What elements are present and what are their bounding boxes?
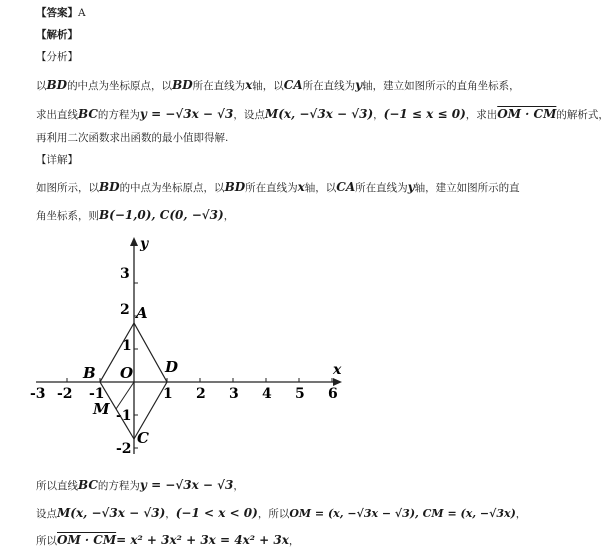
text: 的中点为坐标原点，以 bbox=[119, 182, 225, 194]
math: y bbox=[407, 180, 415, 194]
math: CA bbox=[336, 180, 356, 194]
math: BD bbox=[46, 78, 68, 92]
fenxi-line-2 bbox=[36, 107, 609, 122]
point-label-d: D bbox=[165, 358, 179, 376]
y-tick-labels bbox=[116, 266, 132, 457]
math: y = −√3x − √3 bbox=[139, 107, 234, 121]
math: = x² + 3x² + 3x = 4x² + 3x bbox=[116, 533, 289, 547]
text: 轴，以 bbox=[252, 80, 284, 92]
text: 的方程为 bbox=[97, 109, 140, 121]
point-label-a: A bbox=[136, 304, 148, 322]
fenxi-header: 【分析】 bbox=[36, 51, 78, 63]
text: 所以 bbox=[36, 535, 57, 547]
x-tick-label: -1 bbox=[89, 386, 105, 402]
point-label-b: B bbox=[83, 364, 96, 382]
text: 的中点为坐标原点，以 bbox=[67, 80, 173, 92]
after-line-2 bbox=[36, 506, 526, 521]
math: (−1 ≤ x ≤ 0) bbox=[383, 107, 466, 121]
x-axis-label: x bbox=[333, 362, 342, 378]
fenxi-line-3 bbox=[36, 131, 228, 145]
y-tick-label: -2 bbox=[116, 441, 132, 457]
math: BC bbox=[78, 478, 98, 492]
text: 所以直线 bbox=[36, 480, 78, 492]
text: 的方程为 bbox=[97, 480, 140, 492]
y-tick-label: -1 bbox=[116, 408, 132, 424]
text: 轴，建立如图所示的直 bbox=[414, 182, 520, 194]
text: 角坐标系，则 bbox=[36, 210, 99, 222]
text: ，设点 bbox=[233, 109, 265, 121]
x-tick-labels bbox=[30, 386, 338, 402]
text: ，求出 bbox=[465, 109, 498, 121]
analysis-header: 【解析】 bbox=[36, 29, 78, 41]
point-label-m: M bbox=[93, 400, 110, 418]
answer-value: A bbox=[78, 7, 86, 19]
math: M(x, −√3x − √3) bbox=[264, 107, 374, 121]
x-tick-label: 4 bbox=[262, 386, 272, 402]
y-axis-arrow bbox=[130, 237, 138, 246]
math: (−1 < x < 0) bbox=[175, 506, 258, 520]
math-vector: OM · CM bbox=[57, 533, 117, 547]
math: CA bbox=[283, 78, 303, 92]
x-tick-label: 1 bbox=[163, 386, 173, 402]
math: y = −√3x − √3 bbox=[139, 478, 234, 492]
x-tick-label: 2 bbox=[196, 386, 206, 402]
text: ，所以 bbox=[257, 508, 290, 520]
answer-label: 【答案】 bbox=[36, 7, 78, 19]
text: ， bbox=[288, 535, 300, 547]
text: 以 bbox=[36, 80, 47, 92]
text: 如图所示，以 bbox=[36, 182, 99, 194]
text: 所在直线为 bbox=[245, 182, 298, 194]
math: BD bbox=[99, 180, 120, 194]
x-tick-label: 3 bbox=[229, 386, 239, 402]
math: B(−1,0), C(0, −√3) bbox=[99, 208, 224, 222]
text: 再利用二次函数求出函数的最小值即得解. bbox=[36, 132, 229, 144]
text: ， bbox=[223, 210, 235, 222]
detail-header: 【详解】 bbox=[36, 154, 78, 166]
text: 所在直线为 bbox=[192, 80, 246, 92]
text: ， bbox=[515, 508, 527, 520]
math: x bbox=[297, 180, 305, 194]
y-tick-label: 3 bbox=[120, 266, 130, 282]
text: 所在直线为 bbox=[302, 80, 356, 92]
y-tick-label: 2 bbox=[120, 302, 130, 318]
math: x bbox=[245, 78, 253, 92]
text: 轴，建立如图所示的直角坐标系， bbox=[362, 80, 520, 92]
y-axis-label: y bbox=[140, 236, 149, 252]
math: y bbox=[355, 78, 363, 92]
point-label-o: O bbox=[120, 364, 134, 382]
x-tick-label: 5 bbox=[295, 386, 305, 402]
math-vector: OM = (x, −√3x − √3), CM = (x, −√3x) bbox=[289, 507, 516, 520]
detail-line-2 bbox=[36, 208, 234, 223]
detail-line-1 bbox=[36, 180, 520, 195]
after-line-3 bbox=[36, 533, 299, 548]
segment-om bbox=[116, 382, 134, 409]
text: ， bbox=[233, 480, 244, 492]
y-tick-label: 1 bbox=[122, 338, 132, 354]
math: BC bbox=[78, 107, 98, 121]
after-line-1 bbox=[36, 478, 244, 493]
text: 轴，以 bbox=[304, 182, 337, 194]
text: 求出直线 bbox=[36, 109, 78, 121]
x-tick-label: -2 bbox=[57, 386, 73, 402]
math: BD bbox=[224, 180, 246, 194]
text: 所在直线为 bbox=[355, 182, 408, 194]
math: M(x, −√3x − √3) bbox=[57, 506, 166, 520]
text: 设点 bbox=[36, 508, 57, 520]
point-label-c: C bbox=[137, 429, 149, 447]
text: ， bbox=[373, 109, 384, 121]
math: BD bbox=[172, 78, 193, 92]
text: ， bbox=[165, 508, 176, 520]
text: 的解析式， bbox=[556, 109, 609, 121]
x-tick-label: 6 bbox=[328, 386, 338, 402]
fenxi-line-1 bbox=[36, 78, 520, 93]
x-axis-arrow bbox=[333, 378, 342, 386]
coordinate-figure bbox=[30, 232, 350, 464]
x-tick-label: -3 bbox=[30, 386, 46, 402]
math-vector: OM · CM bbox=[497, 107, 557, 121]
answer-line bbox=[36, 6, 86, 20]
